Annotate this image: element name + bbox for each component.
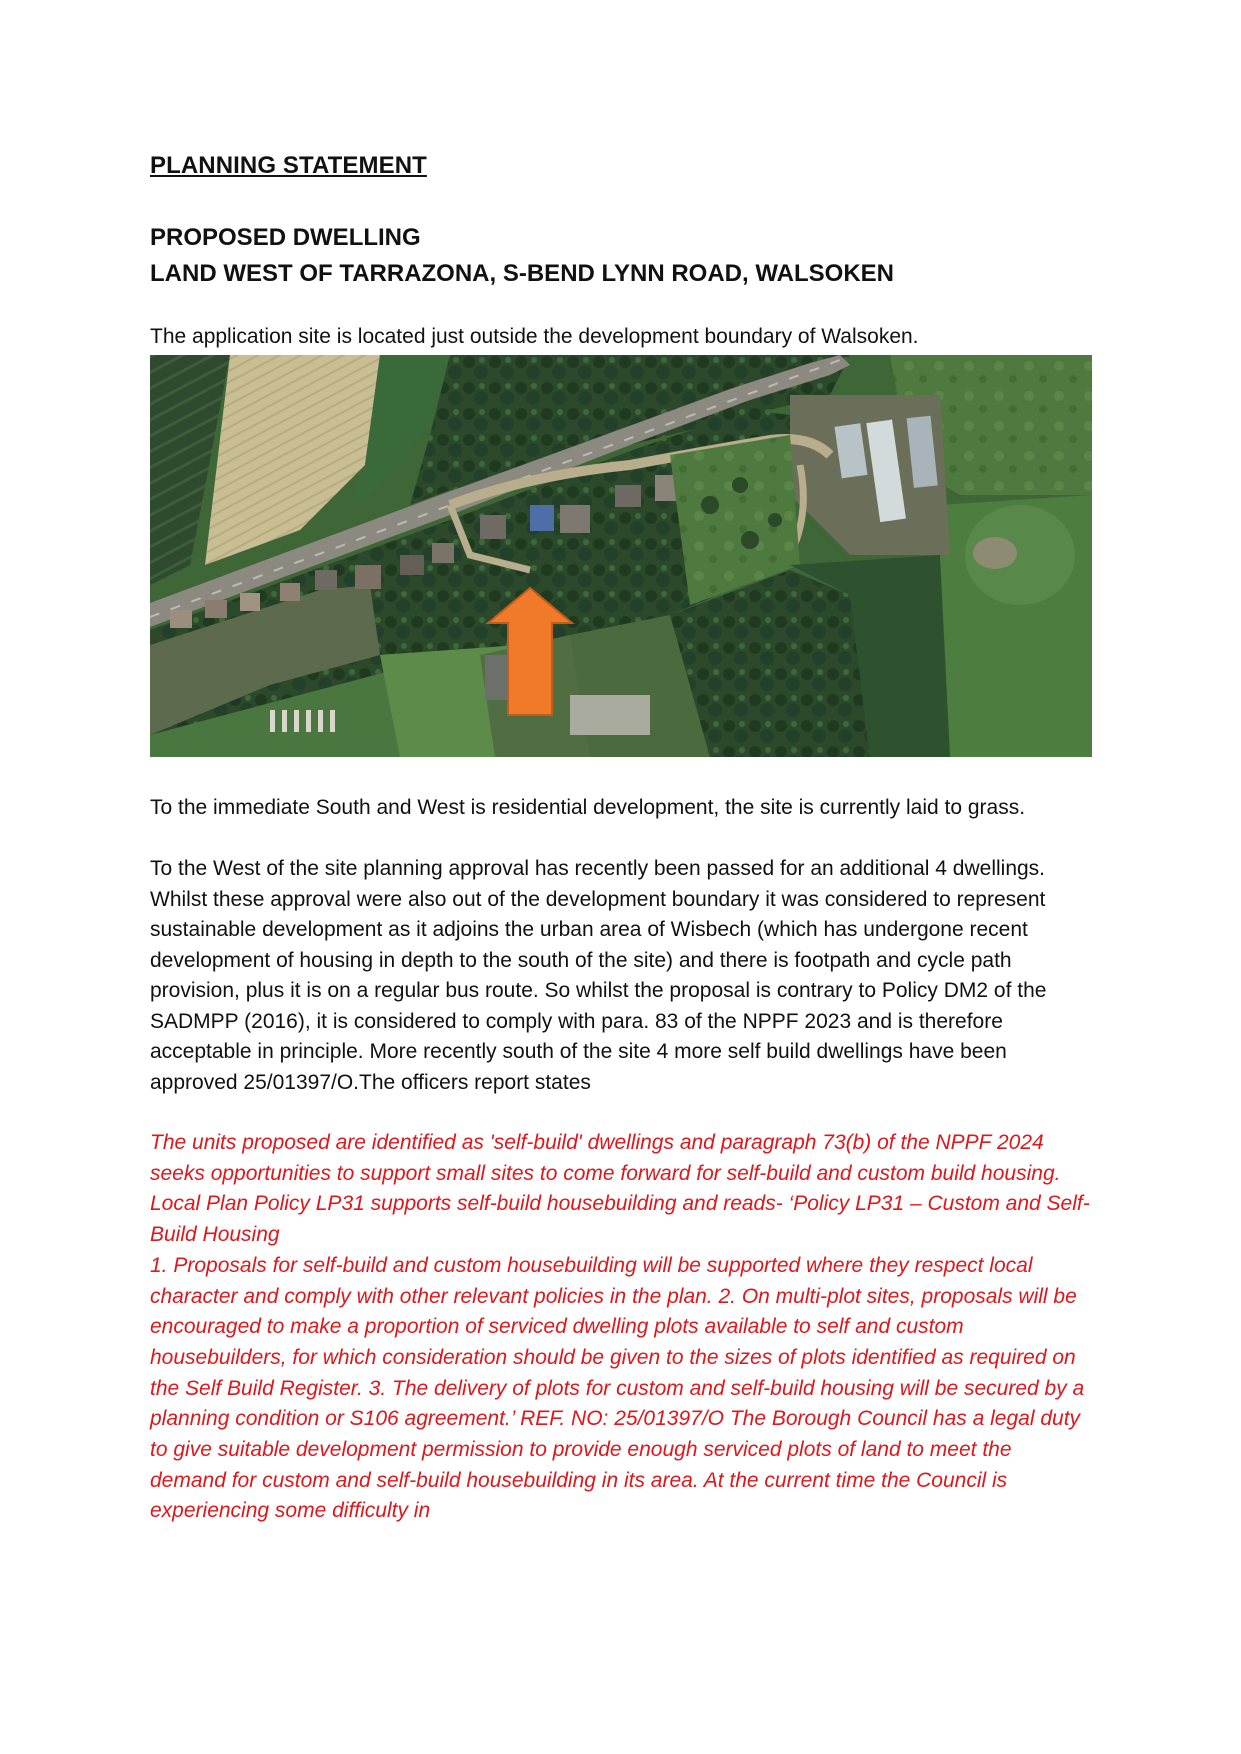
paddock-menage — [570, 695, 650, 735]
paragraph-planning-history: To the West of the site planning approval has recently been passed for an additional 4 dwellings. Whilst these approval were also out of the development boundary it was considered to represent sustainable development as it adjoins the urban area of Wisbech (which has undergone recent development of housing in depth to the south of the site) and there is footpath and cycle path provision, plus it is on a regular bus route. So whilst the proposal is contrary to Policy DM2 of the SADMPP (2016), it is considered to comply with para. 83 of the NPPF 2023 and is therefore acceptable in principle. More recently south of the site 4 more self build dwellings have been approved 25/01397/O.The officers report states — [150, 857, 1047, 1094]
dirt-patch — [973, 537, 1017, 569]
intro-paragraph: The application site is located just outside the development boundary of Walsoken. — [150, 325, 919, 348]
officers-report-quote — [150, 1128, 1090, 1527]
paragraph-surroundings: To the immediate South and West is residential development, the site is currently laid to grass. — [150, 795, 1026, 819]
quote-part-1: The units proposed are identified as 'self-build' dwellings and paragraph 73(b) of the NPPF 2024 seeks opportunities to support small sites to come forward for self-build and custom build housing. Local Plan Policy LP31 supports self-build housebuilding and reads- ‘Policy LP31 – Custom and Self-Build Housing — [150, 1131, 1090, 1247]
quote-part-2: 1. Proposals for self-build and custom housebuilding will be supported where they respect local character and comply with other relevant policies in the plan. 2. On multi-plot sites, proposals will be encouraged to make a proportion of serviced dwelling plots available to self and custom housebuilders, for which consideration should be given to the sizes of plots identified as required on the Self Build Register. 3. The delivery of plots for custom and self-build housing will be secured by a planning condition or S106 agreement.’ REF. NO: 25/01397/O The Borough Council has a legal duty to give suitable development permission to provide enough serviced plots of land to meet the demand for custom and self-build housebuilding in its area. At the current time the Council is experiencing some difficulty in — [150, 1253, 1085, 1523]
document-body — [150, 148, 1090, 1527]
subtitle-line-1: PROPOSED DWELLING — [150, 224, 421, 251]
page-title: PLANNING STATEMENT — [150, 152, 427, 179]
document-subtitle — [150, 220, 1090, 292]
aerial-site-map — [150, 355, 1092, 757]
subtitle-line-2: LAND WEST OF TARRAZONA, S-BEND LYNN ROAD, WALSOKEN — [150, 260, 894, 287]
